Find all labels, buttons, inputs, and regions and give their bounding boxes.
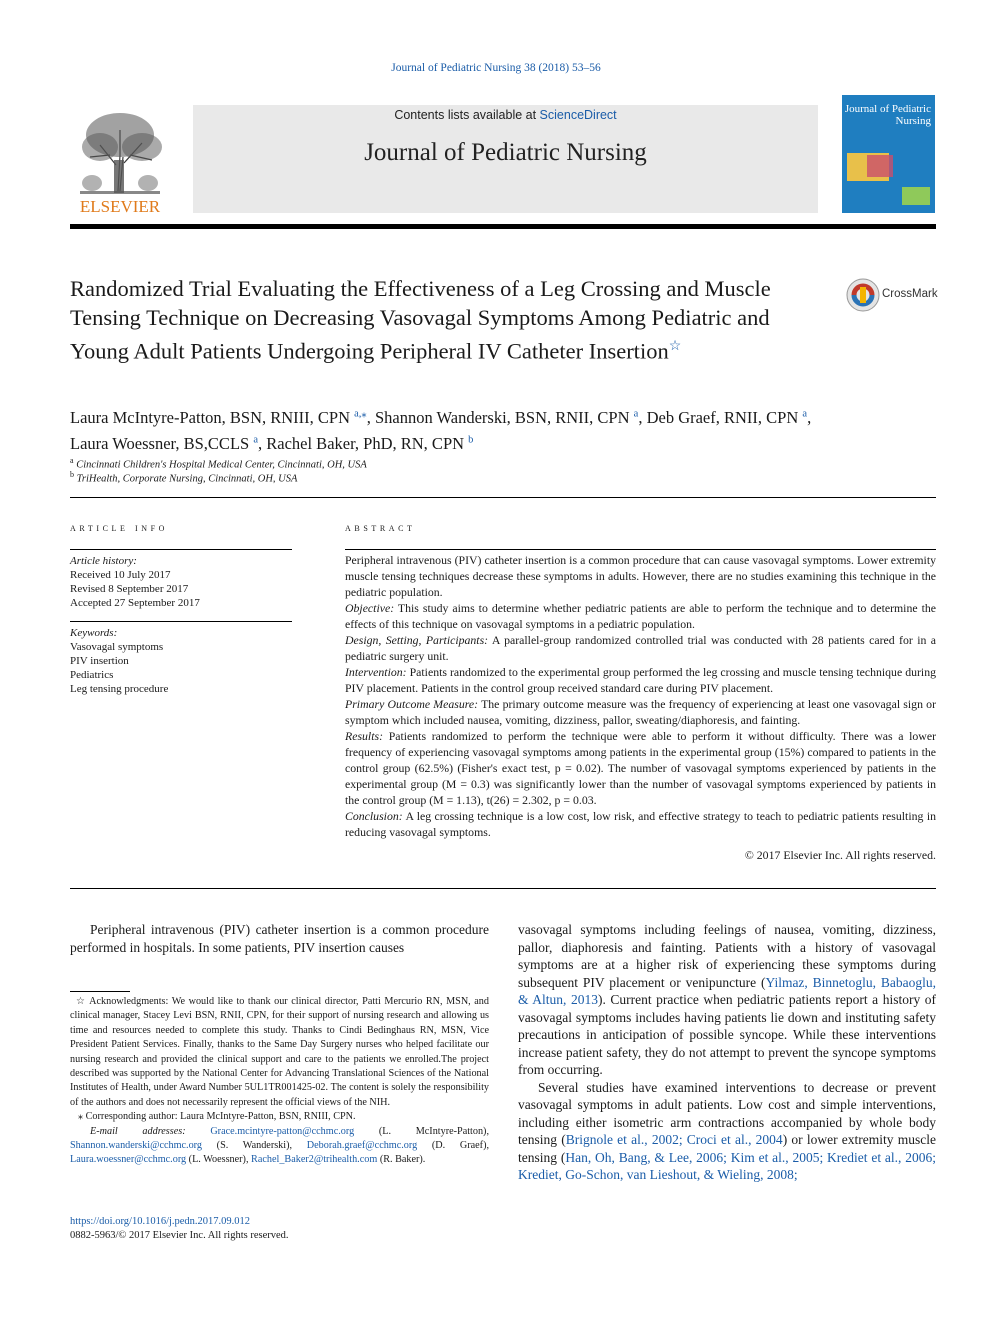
abstract-outcome: Primary Outcome Measure: The primary outcome measure was the frequency of experiencing at least one vasovagal sign or symptom which included nausea, vomiting, dizziness, pallor, sweating/diaphoresis, and fainting.: [345, 697, 936, 727]
footnote-rule: [70, 991, 130, 992]
author-4: Laura Woessner, BS,CCLS $^a$,: [70, 434, 267, 453]
abstract-copyright: © 2017 Elsevier Inc. All rights reserved.: [744, 848, 936, 862]
abstract-heading: abstract: [345, 522, 416, 534]
accepted-date: Accepted 27 September 2017: [70, 597, 200, 609]
keyword: PIV insertion: [70, 655, 129, 667]
article-info-rule: [70, 549, 292, 550]
citation-link[interactable]: Brignole et al., 2002; Croci et al., 2004: [565, 1132, 783, 1147]
elsevier-tree-icon: [70, 105, 170, 215]
keyword: Vasovagal symptoms: [70, 641, 164, 653]
author-list: [70, 402, 936, 455]
email-link[interactable]: Laura.woessner@cchmc.org: [70, 1154, 187, 1166]
author-3: Deb Graef, RNII, CPN $^a$,: [646, 407, 812, 427]
keywords-label: Keywords:: [70, 627, 118, 639]
author-5: Rachel Baker, PhD, RN, CPN $^b$: [266, 434, 474, 453]
received-date: Received 10 July 2017: [70, 569, 171, 581]
title-text: Randomized Trial Evaluating the Effectiveness of a Leg Crossing and Muscle Tensing Technique on Decreasing Vasovagal Symptoms Among Pediatric and Young Adult Patients Undergoing Peripheral IV Catheter Insertion: [70, 276, 771, 364]
corresponding-author-footnote: ⁎ Corresponding author: Laura McIntyre-Patton, BSN, RNIII, CPN.: [78, 1111, 356, 1123]
journal-citation[interactable]: Journal of Pediatric Nursing 38 (2018) 53–56: [391, 62, 601, 74]
author-2: Shannon Wanderski, BSN, RNII, CPN $^a$,: [374, 407, 647, 427]
abstract-design: Design, Setting, Participants: A parallel-group randomized controlled trial was conducted with 28 patients cared for in a pediatric surgery unit.: [345, 633, 936, 663]
elsevier-wordmark: ELSEVIER: [79, 197, 161, 215]
keywords-rule: [70, 621, 292, 622]
header-rule: [70, 224, 936, 229]
contents-prefix: Contents lists available at: [394, 108, 540, 122]
abstract-results: Results: Patients randomized to perform the technique were able to perform it without difficulty. There was a lower frequency of experiencing vasovagal symptoms among patients in the experimental group (15%) compared to patients in the control group (62.5%) (Fisher's exact test, p = 0.02). The number of vasovagal symptoms experienced by patients in the experimental group (M = 0.3) was significantly lower than the number of vasovagal symptoms experienced by patients in the control group (M = 1.13), t(26) = 2.302, p = 0.03.: [345, 729, 936, 807]
cover-photo-3: [902, 187, 930, 205]
keyword: Leg tensing procedure: [70, 683, 169, 695]
contents-available: [193, 108, 818, 122]
affiliation-rule: [70, 497, 936, 498]
abstract-end-rule: [70, 888, 936, 889]
email-link[interactable]: Shannon.wanderski@cchmc.org: [70, 1140, 202, 1152]
email-link[interactable]: Grace.mcintyre-patton@cchmc.org: [210, 1125, 355, 1137]
body-col2-para2: Several studies have examined interventions to decrease or prevent vasovagal symptoms in adult patients. Low cost and simple interventions, including either isometric arm contractions accompanied by whole body tensing (Brignole et al., 2002; Croci et al., 2004) or lower extremity muscle tensing (Han, Oh, Bang, & Lee, 2006; Kim et al., 2005; Krediet et al., 2006; Krediet, Go-Schon, van Lieshout, & Wieling, 2008;: [518, 1079, 937, 1182]
cover-title: Journal of Pediatric Nursing: [844, 103, 931, 127]
body-col1-para: Peripheral intravenous (PIV) catheter insertion is a common procedure performed in hospitals. In some patients, PIV insertion causes: [70, 922, 489, 955]
journal-title: Journal of Pediatric Nursing: [364, 139, 647, 166]
history-label: Article history:: [70, 555, 137, 567]
article-history: [70, 554, 292, 610]
abstract-objective: Objective: This study aims to determine whether pediatric patients are able to perform the technique and to determine the effects of this technique on vasovagal symptoms in a pediatric population.: [345, 601, 936, 631]
article-title: [70, 274, 810, 366]
acknowledgments-footnote: ☆ Acknowledgments: We would like to thank our clinical director, Patti Mercurio RN, MSN, and clinical manager, Stacey Levi BSN, RNII, CPN, for their support of nursing research and allowing us time and resources needed to complete this study. Thanks to Cindi Bedinghaus RN, MSN, Vice President Patient Services. Finally, thanks to the Same Day Surgery nurses who helped facilitate our nursing research and provided the clinical support and care to the patients we enrolled.The project described was supported by the National Center for Advancing Translational Sciences of the National Institutes of Health, under Award Number 5UL1TR001425-02. The content is solely the responsibility of the authors and does not necessarily represent the official views of the NIH.: [70, 996, 489, 1108]
citation-link[interactable]: Yilmaz, Binnetoglu, Babaoglu, & Altun, 2013: [518, 974, 936, 1007]
crossmark-label: CrossMark: [882, 288, 938, 300]
citation-link[interactable]: Han, Oh, Bang, & Lee, 2006; Kim et al., 2005; Krediet et al., 2006; Krediet, Go-Schon, van Lieshout, & Wieling, 2008;: [518, 1149, 937, 1182]
email-footnote: E-mail addresses: Grace.mcintyre-patton@cchmc.org (L. McIntyre-Patton), Shannon.wanderski@cchmc.org (S. Wanderski), Deborah.graef@cchmc.org (D. Graef), Laura.woessner@cchmc.org (L. Woessner), Rachel_Baker2@trihealth.com (R. Baker).: [70, 1125, 490, 1166]
crossmark-icon: [846, 278, 880, 312]
keyword: Pediatrics: [70, 669, 114, 681]
body-col2-para1: vasovagal symptoms including feelings of nausea, vomiting, dizziness, pallor, diaphoresis and fainting. Patients with a history of vasovagal symptoms are at a higher risk of experiencing these symptoms during subsequent PIV placement or venipuncture (Yilmaz, Binnetoglu, Babaoglu, & Altun, 2013). Current practice when pediatric patients report a history of vasovagal symptoms includes having patients lie down and instituting safety precautions in anticipation of possible syncope. While these interventions increase patient safety, they do not attempt to prevent the syncope symptoms from occurring.: [518, 922, 936, 1077]
email-link[interactable]: Deborah.graef@cchmc.org: [306, 1140, 418, 1152]
author-1: Laura McIntyre-Patton, BSN, RNIII, CPN $^{a,⁎}$,: [70, 407, 375, 427]
abstract-rule: [345, 549, 936, 550]
elsevier-logo: [70, 105, 170, 215]
email-link[interactable]: Rachel_Baker2@trihealth.com: [251, 1154, 378, 1166]
journal-cover[interactable]: [842, 95, 935, 213]
issn-line: 0882-5963/© 2017 Elsevier Inc. All rights reserved.: [70, 1230, 289, 1241]
title-footnote-mark[interactable]: ☆: [668, 339, 682, 354]
affiliation-a: $^a$ Cincinnati Children's Hospital Medical Center, Cincinnati, OH, USA: [70, 456, 367, 471]
abstract-intervention: Intervention: Patients randomized to the experimental group performed the leg crossing and muscle tensing technique during PIV placement. Patients in the control group received standard care during PIV placement.: [345, 665, 936, 695]
revised-date: Revised 8 September 2017: [70, 583, 189, 595]
cover-photo-2: [867, 155, 893, 177]
abstract-text: [345, 552, 936, 863]
abstract-conclusion: Conclusion: A leg crossing technique is a low cost, low risk, and effective strategy to teach to pediatric patients resulting in reducing vasovagal symptoms.: [345, 809, 936, 839]
keywords: [70, 626, 292, 696]
doi-link[interactable]: https://doi.org/10.1016/j.pedn.2017.09.012: [70, 1216, 251, 1227]
footnotes: [70, 995, 489, 1168]
crossmark-badge[interactable]: [846, 278, 946, 312]
affiliation-b: $^b$ TriHealth, Corporate Nursing, Cincinnati, OH, USA: [70, 470, 298, 485]
body-col2: [518, 921, 936, 1184]
sciencedirect-link[interactable]: ScienceDirect: [539, 108, 617, 122]
journal-banner: [193, 105, 818, 213]
abstract-intro: Peripheral intravenous (PIV) catheter insertion is a common procedure that can cause vasovagal symptoms. Lower extremity muscle tensing techniques decrease these symptoms in adults. However, there are no studies examining this technique in the pediatric population.: [345, 553, 936, 599]
article-info-heading: article info: [70, 522, 169, 534]
